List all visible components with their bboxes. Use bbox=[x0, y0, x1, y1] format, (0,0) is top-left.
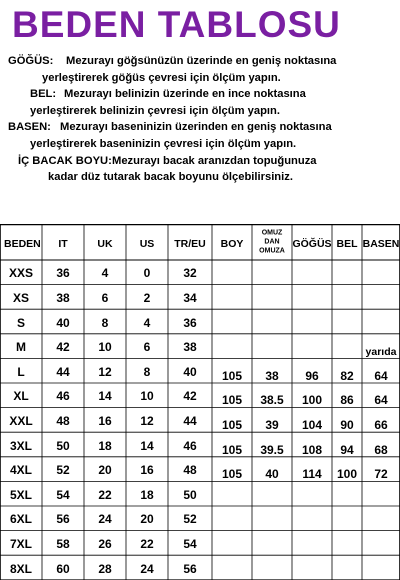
header-treu: TR/EU bbox=[174, 237, 206, 250]
table-cell: 14 bbox=[140, 438, 154, 453]
table-cell: 105 bbox=[221, 442, 243, 457]
table-cell: 8 bbox=[143, 364, 151, 379]
instruction-line bbox=[0, 170, 400, 187]
header-bel: BEL bbox=[336, 237, 358, 250]
table-cell: 39 bbox=[265, 417, 279, 432]
size-label: M bbox=[16, 340, 26, 355]
table-cell: 44 bbox=[56, 364, 70, 379]
table-cell: 38 bbox=[265, 368, 279, 383]
instruction-label: GÖĞÜS: bbox=[8, 55, 54, 67]
instruction-text: Mezurayı belinizin üzerinde en ince noktasına bbox=[64, 88, 306, 101]
table-cell: 64 bbox=[374, 368, 388, 383]
table-cell: 10 bbox=[98, 340, 112, 355]
size-label: L bbox=[17, 364, 25, 379]
table-cell: 48 bbox=[56, 413, 70, 428]
table-cell: 82 bbox=[340, 368, 354, 383]
table-cell: 52 bbox=[56, 463, 70, 478]
size-label: S bbox=[16, 315, 26, 330]
table-cell: 40 bbox=[183, 364, 197, 379]
table-cell: 105 bbox=[221, 467, 243, 482]
header-shoulder-line: DAN bbox=[264, 238, 280, 246]
size-label: XXL bbox=[9, 413, 33, 428]
instruction-text: kadar düz tutarak bacak boyunu ölçebilirsiniz. bbox=[48, 171, 293, 184]
table-cell: 20 bbox=[140, 512, 154, 527]
table-cell: 38.5 bbox=[260, 393, 284, 408]
header-beden: BEDEN bbox=[4, 237, 41, 250]
table-cell: 16 bbox=[98, 413, 112, 428]
table-cell: 32 bbox=[183, 266, 197, 281]
table-cell: 46 bbox=[56, 389, 70, 404]
size-label: XS bbox=[12, 290, 30, 305]
instruction-text: yerleştirerek belinizin çevresi için ölçüm yapın. bbox=[30, 104, 280, 117]
table-cell: 36 bbox=[183, 315, 197, 330]
table-cell: 54 bbox=[56, 487, 70, 502]
table-cell: 46 bbox=[183, 438, 197, 453]
instruction-text: Mezurayı bacak aranızdan topuğunuza bbox=[112, 154, 317, 167]
table-cell: 38 bbox=[56, 290, 70, 305]
table-cell: 26 bbox=[98, 536, 112, 551]
instruction-line bbox=[0, 54, 400, 71]
table-cell: 0 bbox=[143, 266, 151, 281]
table-cell: 68 bbox=[374, 442, 388, 457]
table-cell: 114 bbox=[302, 467, 322, 482]
table-cell: 96 bbox=[305, 368, 319, 383]
size-label: 3XL bbox=[9, 438, 33, 453]
table-cell: 42 bbox=[183, 389, 197, 404]
instruction-label: İÇ BACAK BOYU: bbox=[18, 154, 112, 167]
table-cell: 100 bbox=[301, 393, 323, 408]
header-shoulder bbox=[259, 229, 285, 256]
header-basen: BASEN bbox=[362, 237, 400, 250]
instruction-label: BEL: bbox=[30, 88, 57, 101]
table-cell: 50 bbox=[183, 487, 197, 502]
table-cell: 28 bbox=[98, 561, 112, 576]
table-cell: 6 bbox=[101, 290, 109, 305]
table-cell: 22 bbox=[98, 487, 112, 502]
table-cell: 52 bbox=[183, 512, 197, 527]
table-cell: 4 bbox=[101, 266, 109, 281]
table-cell: 104 bbox=[301, 417, 323, 432]
table-cell: 105 bbox=[221, 417, 243, 432]
table-cell: 12 bbox=[140, 413, 154, 428]
table-cell: 8 bbox=[101, 315, 109, 330]
header-shoulder-line: OMUZ bbox=[261, 229, 283, 237]
table-cell: 4 bbox=[143, 315, 151, 330]
table-cell: 36 bbox=[56, 266, 70, 281]
size-label: XL bbox=[13, 389, 29, 404]
instruction-line bbox=[0, 154, 400, 171]
instruction-text: yerleştirerek baseninizin çevresi için ölçüm yapın. bbox=[30, 137, 297, 150]
table-cell: 14 bbox=[98, 389, 112, 404]
table-cell: 20 bbox=[98, 463, 112, 478]
table-cell: 48 bbox=[183, 463, 197, 478]
basen-note: yarıda bbox=[365, 345, 397, 358]
instruction-line bbox=[0, 104, 400, 121]
instruction-line bbox=[0, 71, 400, 88]
header-gs: GÖĞÜS bbox=[292, 237, 332, 250]
measurement-instructions bbox=[0, 54, 400, 187]
table-cell: 86 bbox=[340, 393, 354, 408]
table-cell: 16 bbox=[140, 463, 154, 478]
instruction-text: Mezurayı baseninizin üzerinden en geniş noktasına bbox=[60, 121, 332, 134]
table-cell: 72 bbox=[374, 467, 388, 482]
table-cell: 64 bbox=[374, 393, 388, 408]
instruction-line bbox=[0, 137, 400, 154]
table-cell: 24 bbox=[98, 512, 112, 527]
table-cell: 60 bbox=[56, 561, 70, 576]
size-label: 7XL bbox=[9, 536, 33, 551]
size-label: 6XL bbox=[9, 512, 33, 527]
size-label: 5XL bbox=[9, 487, 33, 502]
table-cell: 22 bbox=[140, 536, 154, 551]
table-cell: 56 bbox=[56, 512, 70, 527]
header-shoulder-line: OMUZA bbox=[259, 247, 285, 255]
instruction-line bbox=[0, 87, 400, 104]
table-cell: 56 bbox=[183, 561, 197, 576]
size-label: XXS bbox=[8, 266, 34, 281]
table-cell: 90 bbox=[340, 417, 354, 432]
size-label: 8XL bbox=[9, 561, 33, 576]
table-cell: 66 bbox=[374, 417, 388, 432]
table-cell: 40 bbox=[56, 315, 70, 330]
table-cell: 108 bbox=[301, 442, 323, 457]
table-cell: 34 bbox=[183, 290, 197, 305]
size-label: 4XL bbox=[9, 463, 33, 478]
table-cell: 105 bbox=[221, 368, 243, 383]
table-cell: 58 bbox=[56, 536, 70, 551]
instruction-text: yerleştirerek göğüs çevresi için ölçüm yapın. bbox=[42, 71, 281, 84]
table-cell: 12 bbox=[98, 364, 112, 379]
table-cell: 24 bbox=[140, 561, 154, 576]
header-it: IT bbox=[58, 237, 68, 250]
table-cell: 18 bbox=[98, 438, 112, 453]
table-cell: 2 bbox=[143, 290, 151, 305]
table-cell: 94 bbox=[340, 442, 354, 457]
table-cell: 6 bbox=[143, 340, 151, 355]
table-cell: 38 bbox=[183, 340, 197, 355]
header-us: US bbox=[139, 237, 155, 250]
table-cell: 105 bbox=[221, 393, 243, 408]
table-cell: 50 bbox=[56, 438, 70, 453]
page-title: BEDEN TABLOSU bbox=[12, 4, 341, 45]
table-cell: 10 bbox=[140, 389, 154, 404]
instruction-text: Mezurayı göğsünüzün üzerinde en geniş noktasına bbox=[66, 55, 337, 67]
table-cell: 40 bbox=[265, 467, 279, 482]
table-cell: 100 bbox=[336, 467, 358, 482]
size-table bbox=[0, 224, 400, 580]
header-boy: BOY bbox=[220, 237, 244, 250]
table-cell: 18 bbox=[140, 487, 154, 502]
table-cell: 42 bbox=[56, 340, 70, 355]
instruction-line bbox=[0, 120, 400, 137]
table-cell: 54 bbox=[183, 536, 197, 551]
table-cell: 39.5 bbox=[260, 442, 284, 457]
table-cell: 44 bbox=[183, 413, 197, 428]
header-uk: UK bbox=[97, 237, 113, 250]
instruction-label: BASEN: bbox=[8, 121, 51, 134]
